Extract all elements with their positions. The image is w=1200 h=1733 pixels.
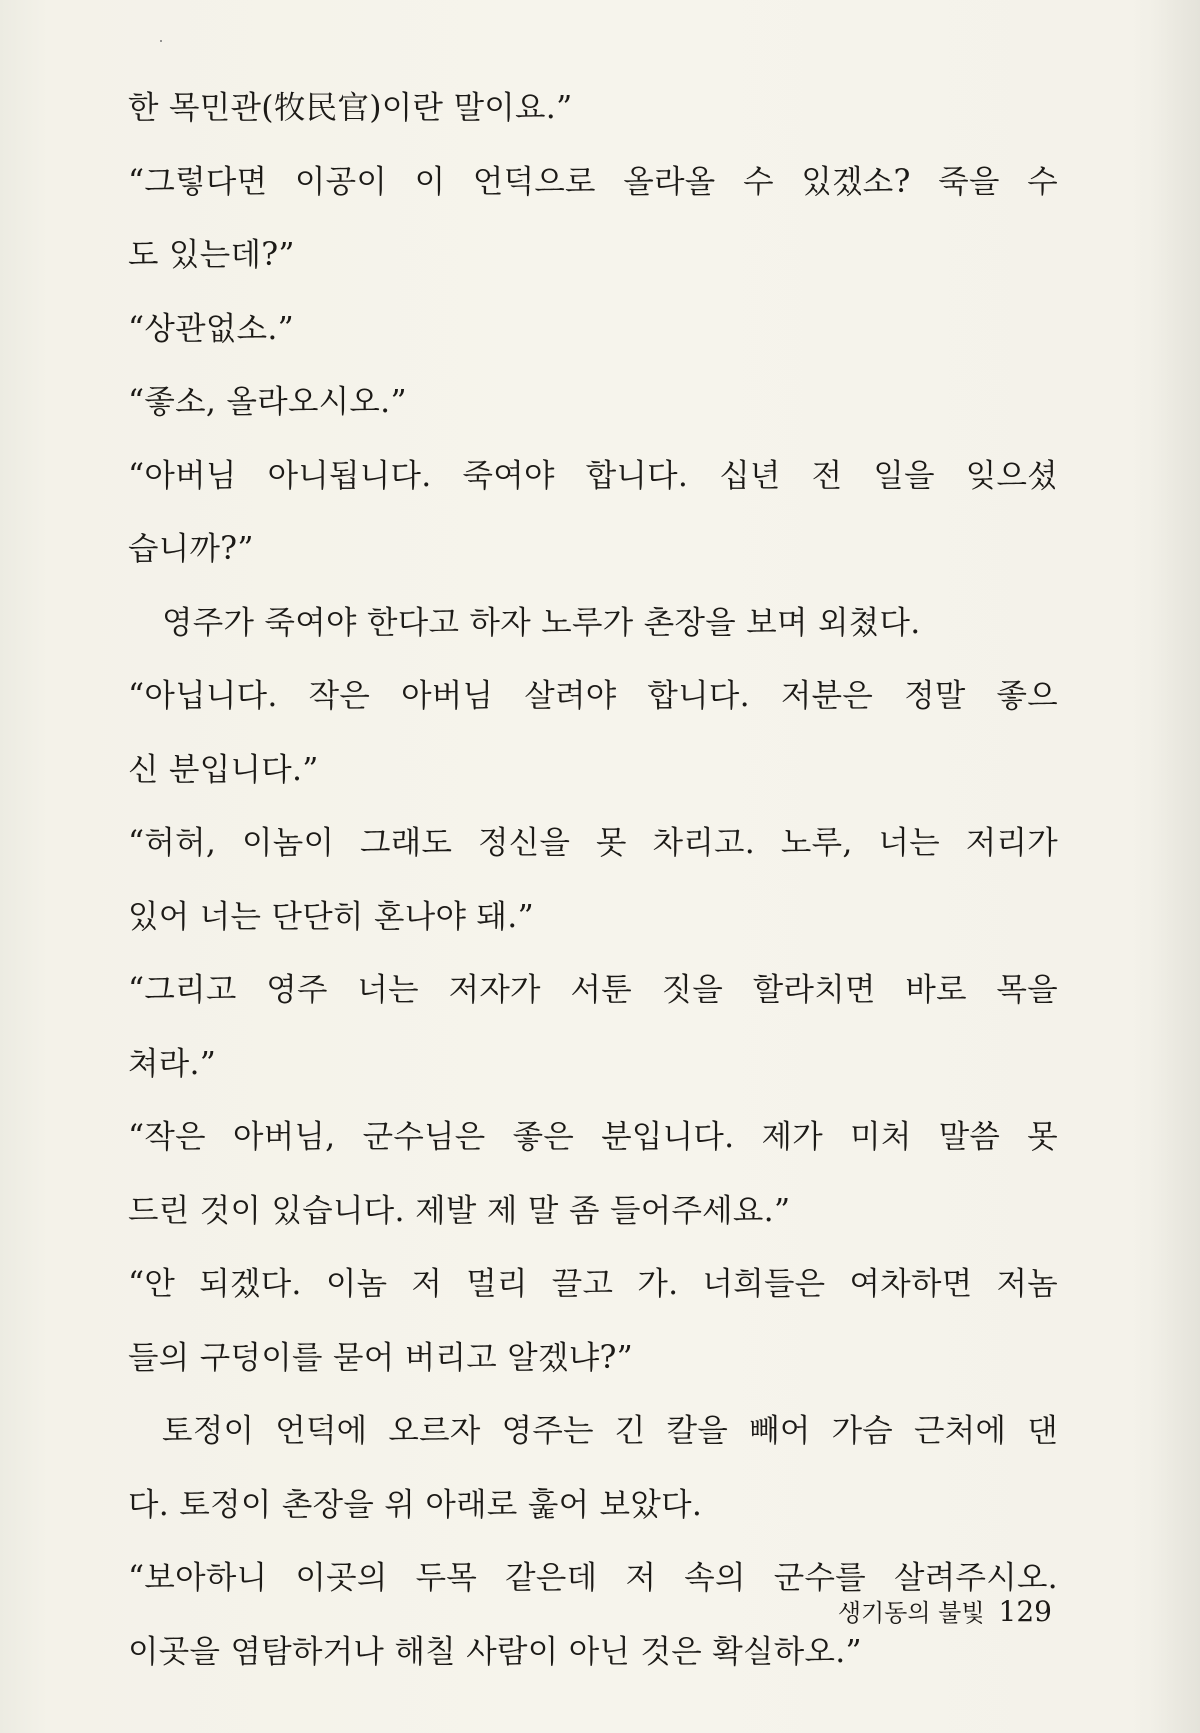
page-number: 129 [998,1595,1052,1628]
text-line: 습니까?” [128,531,254,567]
text-line: 토정이 언덕에 오르자 영주는 긴 칼을 빼어 가슴 근처에 댄 [162,1413,1058,1449]
text-line: “상관없소.” [128,310,295,347]
text-line: “그리고 영주 너는 저자가 서툰 짓을 할라치면 바로 목을 [128,972,1058,1008]
text-line: “그렇다면 이공이 이 언덕으로 올라올 수 있겠소? 죽을 수 [128,163,1058,200]
text-line: 다. 토정이 촌장을 위 아래로 훑어 보았다. [128,1486,703,1523]
text-line: “허허, 이놈이 그래도 정신을 못 차리고. 노루, 너는 저리가 [128,825,1058,861]
text-line: “작은 아버님, 군수님은 좋은 분입니다. 제가 미처 말씀 못 [128,1119,1058,1155]
text-line: 이곳을 염탐하거나 해칠 사람이 아닌 것은 확실하오.” [128,1633,862,1670]
text-line: 영주가 죽여야 한다고 하자 노루가 촌장을 보며 외쳤다. [162,604,921,641]
text-line: “보아하니 이곳의 두목 같은데 저 속의 군수를 살려주시오. [128,1560,1058,1596]
text-line: 한 목민관(牧民官)이란 말이요.” [128,90,573,126]
print-speck [160,40,162,42]
text-line: 쳐라.” [128,1045,217,1082]
body-text [128,72,1058,1689]
running-title: 생기동의 불빛 [837,1599,985,1627]
text-line: “아닙니다. 작은 아버님 살려야 합니다. 저분은 정말 좋으 [128,678,1058,714]
text-line: 도 있는데?” [128,237,295,273]
text-line: 드린 것이 있습니다. 제발 제 말 좀 들어주세요.” [128,1192,791,1229]
text-line: “좋소, 올라오시오.” [128,384,407,420]
text-line: 신 분입니다.” [128,751,319,788]
page-footer [838,1592,1052,1632]
text-line: 들의 구덩이를 묻어 버리고 알겠냐?” [128,1339,634,1376]
text-line: “아버님 아니됩니다. 죽여야 합니다. 십년 전 일을 잊으셨 [128,457,1058,494]
binding-shadow [1130,0,1200,1733]
text-line: 있어 너는 단단히 혼나야 돼.” [128,898,534,935]
text-line: “안 되겠다. 이놈 저 멀리 끌고 가. 너희들은 여차하면 저놈 [128,1266,1058,1302]
